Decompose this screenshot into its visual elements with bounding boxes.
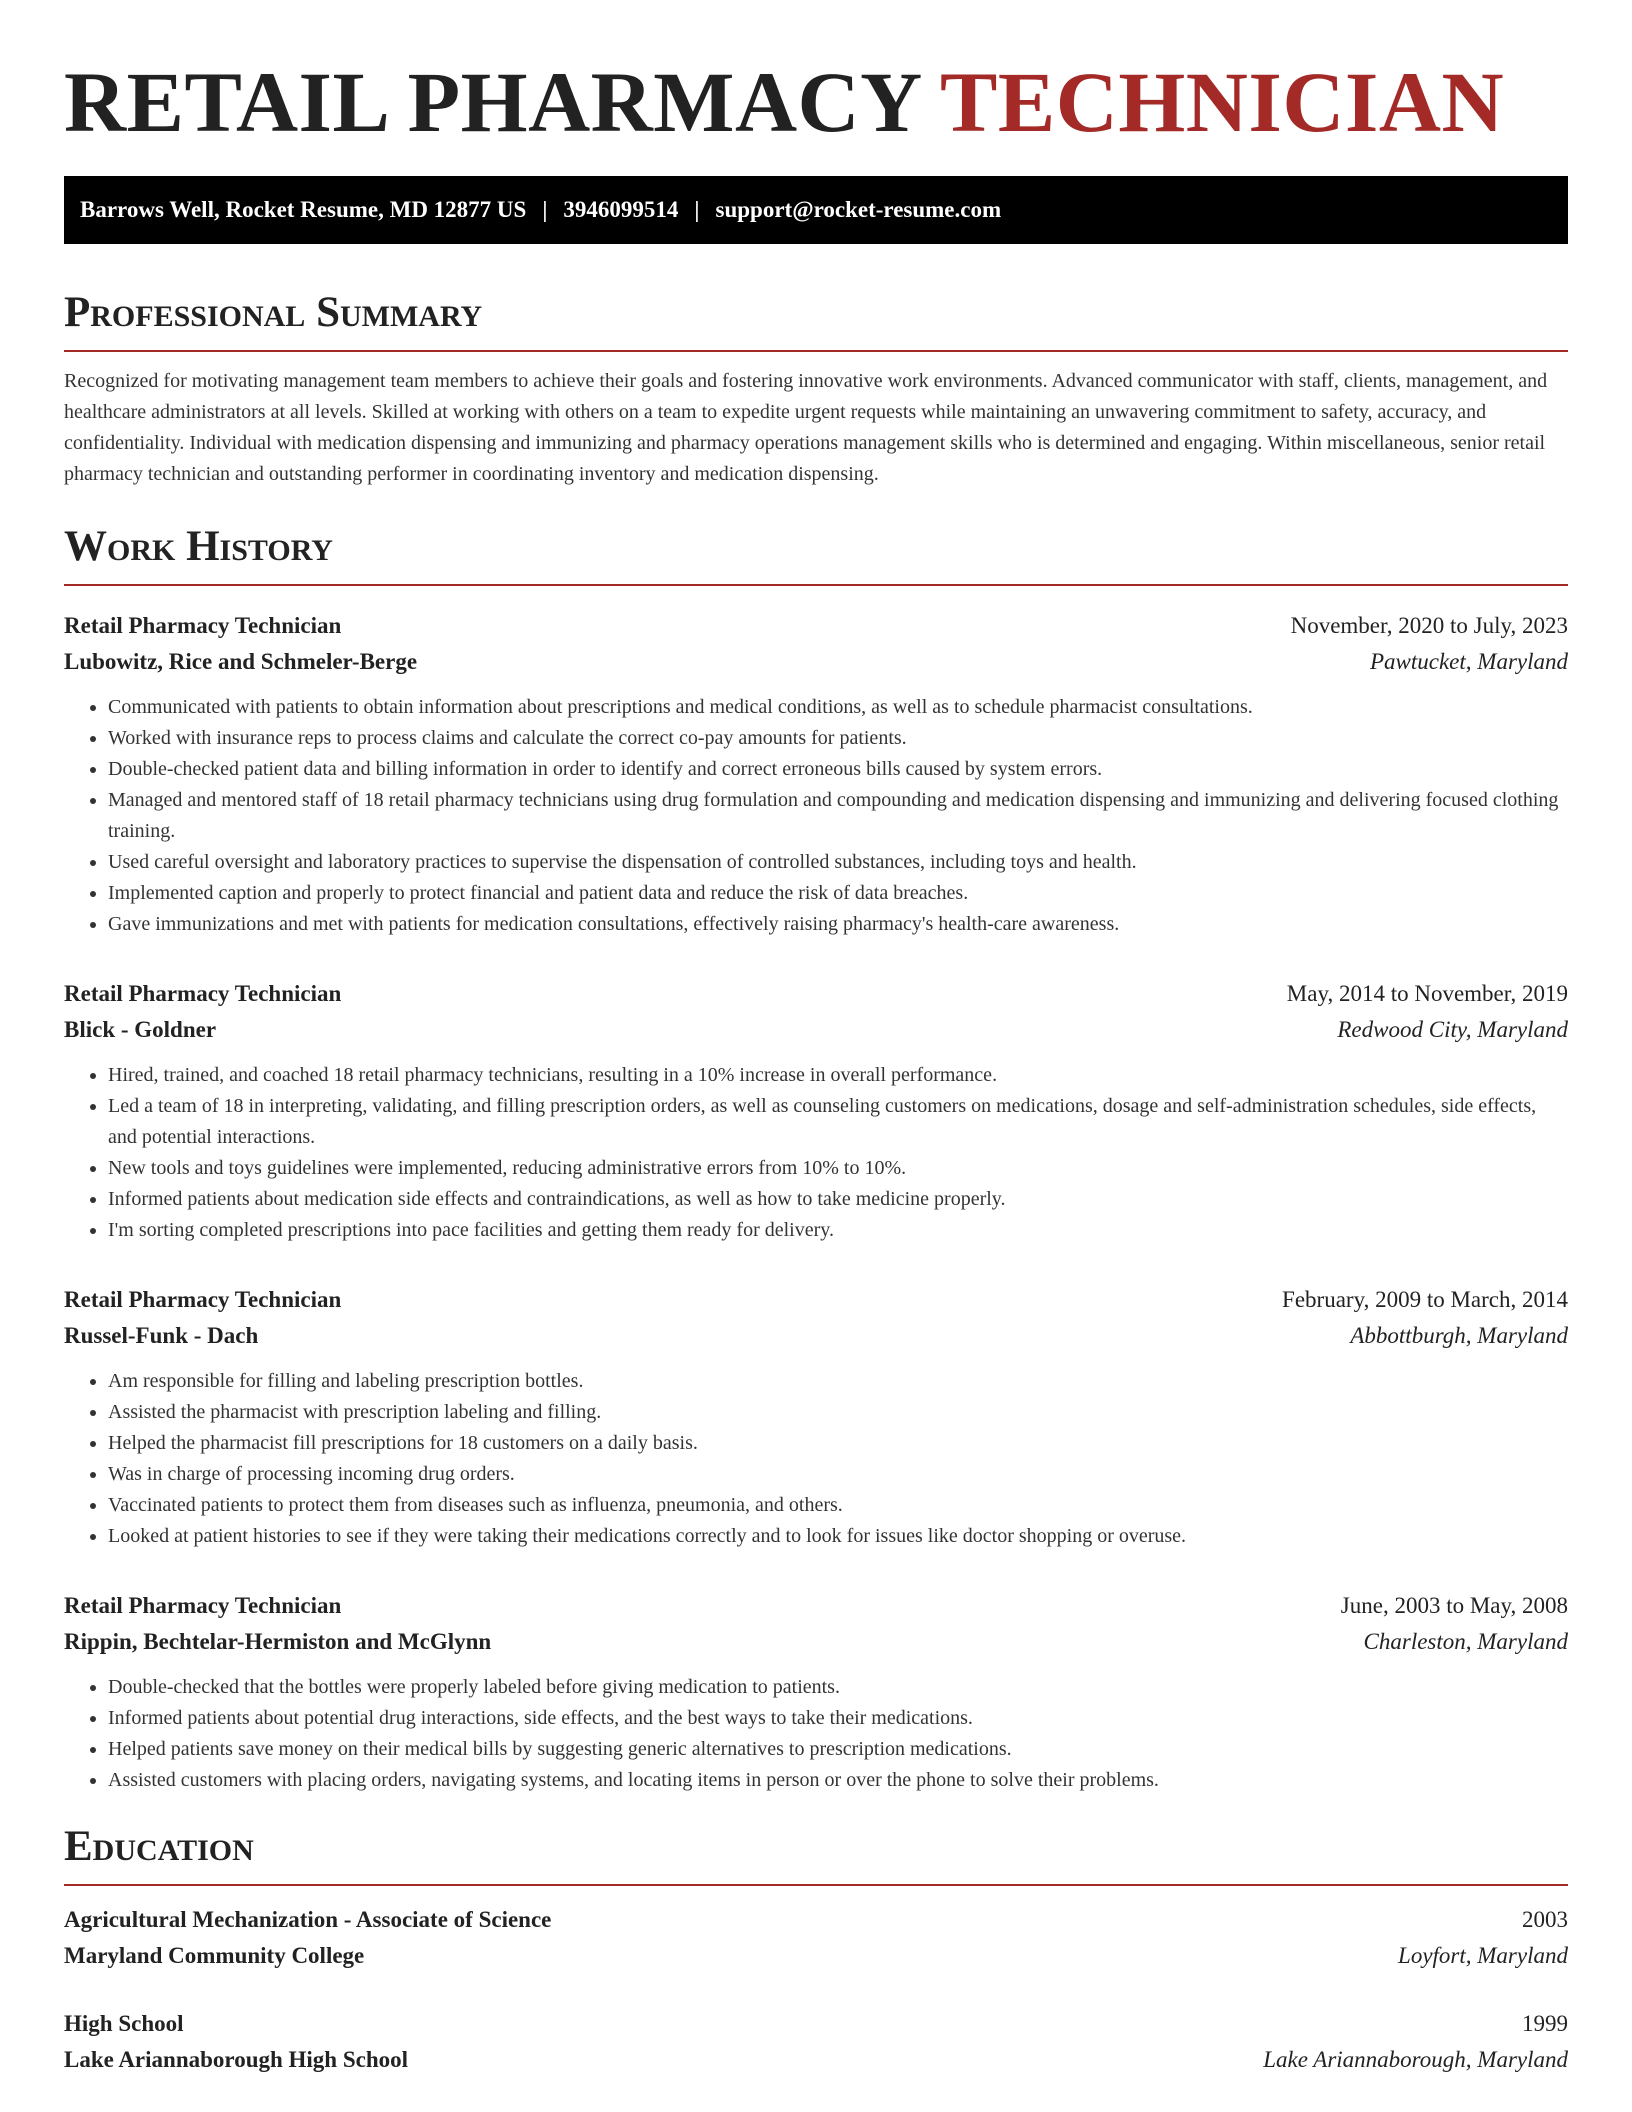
job-bullets	[64, 1366, 1568, 1552]
job-entry	[64, 608, 1568, 940]
job-bullet: • Communicated with patients to obtain information about prescriptions and medical conditions, as well as to schedule pharmacist consultations.	[108, 692, 1568, 723]
job-company: Rippin, Bechtelar-Hermiston and McGlynn	[64, 1629, 492, 1654]
job-bullets	[64, 692, 1568, 940]
job-bullet: • Helped the pharmacist fill prescriptions for 18 customers on a daily basis.	[108, 1428, 1568, 1459]
contact-separator: |	[694, 197, 700, 222]
job-bullet: • Managed and mentored staff of 18 retail pharmacy technicians using drug formulation and compounding and medication dispensing and immunizing and delivering focused clothing training.	[108, 785, 1568, 847]
job-location: Redwood City, Maryland	[1337, 1017, 1568, 1042]
contact-phone: 3946099514	[563, 197, 679, 222]
job-bullet: • Double-checked that the bottles were properly labeled before giving medication to patients.	[108, 1672, 1568, 1703]
job-bullet: • Informed patients about potential drug interactions, side effects, and the best ways to take their medications.	[108, 1703, 1568, 1734]
contact-email[interactable]: support@rocket-resume.com	[715, 197, 1002, 222]
job-bullet: • Led a team of 18 in interpreting, validating, and filling prescription orders, as well as counseling customers on medications, dosage and self-administration schedules, side effects, and potential interactions.	[108, 1091, 1568, 1153]
job-bullet: • New tools and toys guidelines were implemented, reducing administrative errors from 10% to 10%.	[108, 1153, 1568, 1184]
title-main: RETAIL PHARMACY	[64, 54, 920, 150]
job-location: Charleston, Maryland	[1363, 1629, 1568, 1654]
job-bullets	[64, 1672, 1568, 1796]
education-heading: Education	[64, 1820, 1568, 1886]
title-accent: TECHNICIAN	[940, 54, 1505, 150]
job-dates: May, 2014 to November, 2019	[1286, 981, 1568, 1006]
job-bullet: • Vaccinated patients to protect them from diseases such as influenza, pneumonia, and others.	[108, 1490, 1568, 1521]
job-title: Retail Pharmacy Technician	[64, 981, 342, 1006]
education-year: 2003	[1522, 1907, 1568, 1932]
job-dates: June, 2003 to May, 2008	[1340, 1593, 1568, 1618]
job-entry	[64, 976, 1568, 1246]
job-bullet: • Looked at patient histories to see if they were taking their medications correctly and to look for issues like doctor shopping or overuse.	[108, 1521, 1568, 1552]
job-bullet: • Assisted the pharmacist with prescription labeling and filling.	[108, 1397, 1568, 1428]
summary-text: Recognized for motivating management team members to achieve their goals and fostering innovative work environments. Advanced communicator with staff, clients, management, and healthcare administrators at all levels. Skilled at working with others on a team to expedite urgent requests while maintaining an unwavering commitment to safety, accuracy, and confidentiality. Individual with medication dispensing and immunizing and pharmacy operations management skills who is determined and engaging. Within miscellaneous, senior retail pharmacy technician and outstanding performer in coordinating inventory and medication dispensing.	[64, 370, 1548, 485]
education-year: 1999	[1522, 2011, 1568, 2036]
job-title: Retail Pharmacy Technician	[64, 1287, 342, 1312]
job-dates: February, 2009 to March, 2014	[1282, 1287, 1568, 1312]
job-bullet: • Used careful oversight and laboratory practices to supervise the dispensation of controlled substances, including toys and health.	[108, 847, 1568, 878]
resume-title	[64, 0, 1568, 176]
education-entry	[64, 1902, 1568, 1974]
job-bullet: • Implemented caption and properly to protect financial and patient data and reduce the risk of data breaches.	[108, 878, 1568, 909]
contact-separator: |	[542, 197, 548, 222]
contact-address: Barrows Well, Rocket Resume, MD 12877 US	[80, 197, 527, 222]
job-bullet: • Double-checked patient data and billing information in order to identify and correct erroneous bills caused by system errors.	[108, 754, 1568, 785]
job-bullet: • Am responsible for filling and labeling prescription bottles.	[108, 1366, 1568, 1397]
contact-bar	[64, 176, 1568, 244]
job-bullet: • Hired, trained, and coached 18 retail pharmacy technicians, resulting in a 10% increase in overall performance.	[108, 1060, 1568, 1091]
job-location: Pawtucket, Maryland	[1369, 649, 1568, 674]
education-degree: Agricultural Mechanization - Associate of Science	[64, 1907, 552, 1932]
job-bullet: • I'm sorting completed prescriptions into pace facilities and getting them ready for delivery.	[108, 1215, 1568, 1246]
job-bullet: • Assisted customers with placing orders, navigating systems, and locating items in person or over the phone to solve their problems.	[108, 1765, 1568, 1796]
job-bullet: • Informed patients about medication side effects and contraindications, as well as how to take medicine properly.	[108, 1184, 1568, 1215]
job-bullet: • Helped patients save money on their medical bills by suggesting generic alternatives to prescription medications.	[108, 1734, 1568, 1765]
job-entry	[64, 1282, 1568, 1552]
job-title: Retail Pharmacy Technician	[64, 613, 342, 638]
education-location: Loyfort, Maryland	[1398, 1943, 1568, 1968]
job-bullet: • Was in charge of processing incoming drug orders.	[108, 1459, 1568, 1490]
education-school: Lake Ariannaborough High School	[64, 2047, 409, 2072]
summary-heading: Professional Summary	[64, 286, 1568, 352]
job-company: Lubowitz, Rice and Schmeler-Berge	[64, 649, 418, 674]
job-title: Retail Pharmacy Technician	[64, 1593, 342, 1618]
job-bullet: • Worked with insurance reps to process claims and calculate the correct co-pay amounts for patients.	[108, 723, 1568, 754]
education-degree: High School	[64, 2011, 184, 2036]
education-school: Maryland Community College	[64, 1943, 365, 1968]
job-bullets	[64, 1060, 1568, 1246]
job-company: Blick - Goldner	[64, 1017, 217, 1042]
job-dates: November, 2020 to July, 2023	[1290, 613, 1568, 638]
job-bullet: • Gave immunizations and met with patients for medication consultations, effectively raising pharmacy's health-care awareness.	[108, 909, 1568, 940]
job-location: Abbottburgh, Maryland	[1350, 1323, 1568, 1348]
education-entry	[64, 2006, 1568, 2078]
job-company: Russel-Funk - Dach	[64, 1323, 259, 1348]
job-entry	[64, 1588, 1568, 1796]
work-history-heading: Work History	[64, 520, 1568, 586]
education-location: Lake Ariannaborough, Maryland	[1263, 2047, 1568, 2072]
